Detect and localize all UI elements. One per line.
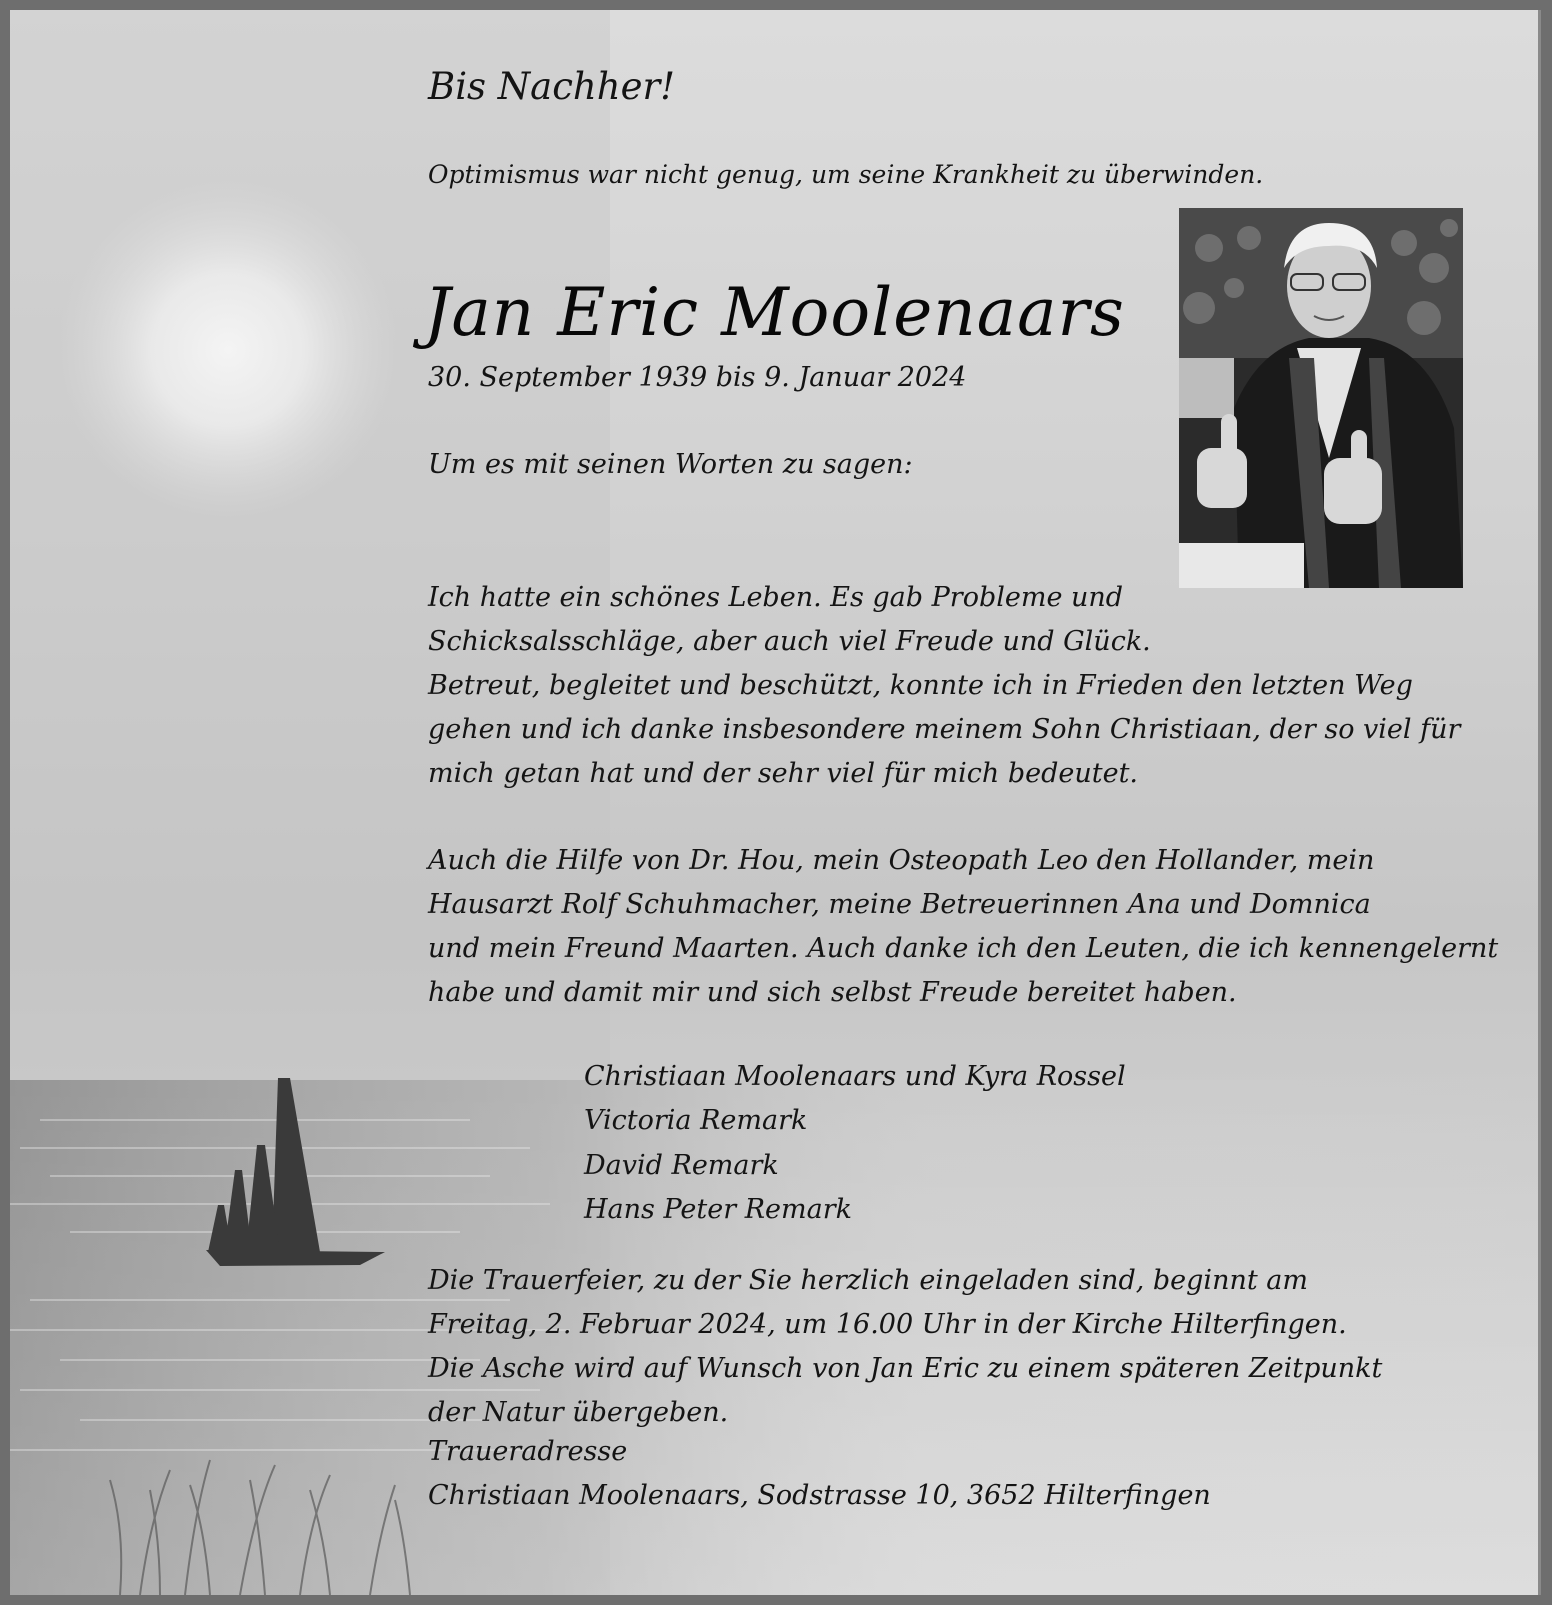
- family-list: [584, 1010, 1126, 1233]
- text-line: habe und damit mir und sich selbst Freude bereitet haben.: [428, 977, 1237, 1008]
- family-member: Victoria Remark: [584, 1105, 808, 1136]
- family-member: David Remark: [584, 1149, 779, 1181]
- mourning-address: Christiaan Moolenaars, Sodstrasse 10, 3652 Hilterfingen: [428, 1480, 1211, 1511]
- intro-text: Um es mit seinen Worten zu sagen:: [428, 449, 913, 480]
- text-line: mich getan hat und der sehr viel für mich bedeutet.: [428, 758, 1139, 789]
- sun-glow: [58, 180, 398, 520]
- text-line: Ich hatte ein schönes Leben. Es gab Probleme und: [428, 582, 1124, 613]
- text-line: Freitag, 2. Februar 2024, um 16.00 Uhr in der Kirche Hilterfingen.: [428, 1309, 1347, 1340]
- text-line: Schicksalsschläge, aber auch viel Freude und Glück.: [428, 626, 1151, 657]
- paragraph-thanks: [428, 795, 1498, 1015]
- text-line: Betreut, begleitet und beschützt, konnte ich in Frieden den letzten Weg: [428, 670, 1413, 701]
- obituary-notice: [10, 10, 1541, 1595]
- text-line: Die Trauerfeier, zu der Sie herzlich eingeladen sind, beginnt am: [428, 1265, 1308, 1296]
- deceased-name: Jan Eric Moolenaars: [424, 274, 1125, 351]
- paragraph-farewell: [428, 532, 1460, 796]
- family-member: Christiaan Moolenaars und Kyra Rossel: [584, 1060, 1126, 1092]
- subtitle-text: Optimismus war nicht genug, um seine Krankheit zu überwinden.: [428, 160, 1264, 189]
- address-label: Traueradresse: [428, 1436, 628, 1467]
- text-line: gehen und ich danke insbesondere meinem Sohn Christiaan, der so viel für: [428, 714, 1461, 745]
- motto-heading: Bis Nachher!: [428, 65, 676, 108]
- text-line: Die Asche wird auf Wunsch von Jan Eric zu einem späteren Zeitpunkt: [428, 1353, 1383, 1384]
- text-line: der Natur übergeben.: [428, 1397, 729, 1428]
- life-dates: 30. September 1939 bis 9. Januar 2024: [428, 362, 967, 393]
- text-line: und mein Freund Maarten. Auch danke ich den Leuten, die ich kennengelernt: [428, 933, 1499, 964]
- family-member: Hans Peter Remark: [584, 1194, 852, 1225]
- text-line: Hausarzt Rolf Schuhmacher, meine Betreuerinnen Ana und Domnica: [428, 889, 1371, 920]
- portrait-photo: [1179, 208, 1463, 588]
- paragraph-ceremony: [428, 1215, 1382, 1435]
- text-line: Auch die Hilfe von Dr. Hou, mein Osteopath Leo den Hollander, mein: [428, 845, 1375, 876]
